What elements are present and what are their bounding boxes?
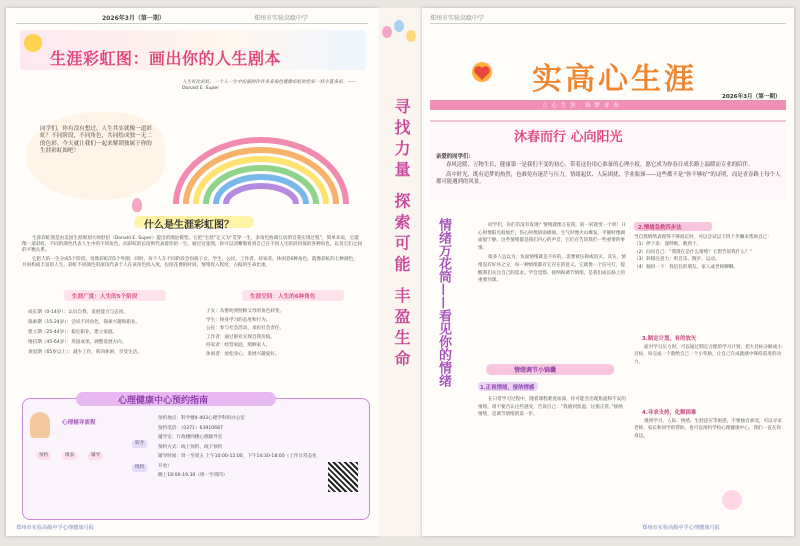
intro-text: 同学们，你有没有想过，人生其实就像一道彩虹？不同阶段，不同角色，共同绘成独一无二的色彩。今天就让我们一起来解锁独属于你的生涯彩虹图吧！ bbox=[40, 126, 152, 155]
greeting-body bbox=[436, 162, 782, 189]
stage-pill-label: 生涯广度：人生的5个阶段 bbox=[72, 294, 138, 300]
spine-column bbox=[378, 8, 422, 536]
stage-list bbox=[28, 308, 178, 358]
role-list bbox=[206, 308, 366, 360]
balloon-icon bbox=[406, 30, 416, 42]
left-school-name: 郑州市实验高级中学 bbox=[254, 15, 309, 22]
career-rainbow-diagram bbox=[156, 134, 366, 206]
right-footer: 郑州市实验高级中学心理健康月报 bbox=[642, 525, 720, 531]
super-quote: 人生好比彩虹，一个人一生中扮演的许许多多角色就像彩虹的色彩一样丰富多彩。——Donald E. Super bbox=[182, 80, 357, 92]
flower-decoration-icon bbox=[722, 490, 742, 510]
balloon-icon bbox=[394, 20, 404, 32]
right-page-title: 实高心生涯 bbox=[532, 62, 697, 97]
emotion-intro-paragraph: 很多人总以为，负面情绪就是不好的，需要被压抑或消灭。其实，情绪没有好坏之分，每一种情绪都有它存在的意义。它就像一个信号灯，提醒我们关注自己的需求。学会觉察、接纳和调节情绪，是我们成长路上的重要功课。 bbox=[478, 255, 626, 284]
col2-item: （3）转移注意力：听音乐、散步、运动。 bbox=[634, 257, 720, 263]
definition-body bbox=[22, 236, 362, 271]
stage-item: 建立期（25-44岁）：稳定职业，建立家庭。 bbox=[28, 330, 118, 335]
booking-info-item: 预约电话：（0371）63910687 bbox=[158, 425, 223, 431]
right-school-name: 郑州市实验高级中学 bbox=[430, 15, 485, 22]
stage-item: 探索期（15-24岁）：尝试不同角色，探索兴趣和职业。 bbox=[28, 320, 141, 325]
qr-code[interactable] bbox=[328, 462, 358, 492]
right-issue-date: 2026年3月（第一期） bbox=[722, 94, 781, 100]
flow-title: 心理辅导流程 bbox=[62, 420, 96, 426]
balloon-icon bbox=[382, 26, 392, 38]
role-item: 子女：从婴幼到照顾父母的角色转变。 bbox=[206, 309, 285, 314]
col2-head2: 3.制定计划，有的放矢 bbox=[642, 336, 697, 342]
role-item: 工作者：通过职业实现自我价值。 bbox=[206, 334, 275, 340]
tips-title: 情绪调节小锦囊 bbox=[514, 367, 557, 374]
spine-slogan: 寻找力量 探索可能 丰盈生命 bbox=[392, 98, 411, 372]
greeting-paragraph: 高中时光，既有追梦的热烈，也难免有迷茫与压力。情绪起伏、人际困扰、学业瓶颈——这些都不是“你不够好”的证明，而是青春路上每个人都可能遇到的风景。 bbox=[436, 171, 781, 186]
tip1-title: 1.正视情绪，接纳情感 bbox=[480, 385, 535, 391]
booking-info-item: 辅导时间：周一至周五 上午10:00-12:00，下午14:30-18:00（工作日常态化开放） bbox=[158, 454, 317, 469]
col2-item: （1）停下来：深呼吸，数到十。 bbox=[634, 242, 702, 248]
right-page bbox=[422, 8, 794, 536]
booking-info-item: 辅导室：行政楼四楼心理辅导室 bbox=[158, 435, 223, 440]
greeting-title: 沐春而行 心向阳光 bbox=[514, 130, 623, 145]
left-issue-date: 2026年3月（第一期） bbox=[102, 15, 165, 22]
left-page bbox=[6, 8, 378, 536]
col2-head3: 4.寻求支持，化解困难 bbox=[642, 410, 697, 416]
definition-paragraph-1: 生涯彩虹图是由美国生涯规划大师舒伯（Donald E. Super）提出的理论模型。它把“生涯”定义为“贯穿一生、多角色协调互动的自我实现过程”，简单来说，它就像一道彩虹，不同的颜色代表人生中的不同角色，而彩虹的长度则代表着你的一生。通过这张图，你可以清晰地看到自己在不同人生阶段扮演的各种角色，以及它们之间的平衡关系。 bbox=[22, 236, 362, 254]
col2-item: （2）问问自己：“我现在是什么情绪？它想告诉我什么？” bbox=[634, 249, 752, 255]
flow-step-counsel: 辅导 bbox=[88, 452, 103, 460]
col2-item: （4）倾诉一下：找信任的朋友、家人或老师聊聊。 bbox=[634, 264, 738, 270]
emotion-side-title: 情绪万花筒——看见你的情绪 bbox=[436, 218, 451, 387]
definition-paragraph-2: 它把人的一生分成5个阶段，说像彩虹的5个外圈；同时，每个人在不同阶段会扮演子女、学生、公民、工作者、持家者、休闲者6种角色。就像彩虹的七种颜色，共同构成丰富的人生。彩虹不同颜色的深浅代表个人在该角色投入度，包括花费的时间、情绪投入程度、占据的生命比重。 bbox=[22, 256, 358, 268]
col2-text2: 面对学习压力时，可以通过制定合理的学习计划，把大目标分解成小目标，每完成一个就给自己一个小奖励，让自己在成就感中保持前进的动力。 bbox=[634, 345, 782, 365]
greeting-paragraph: 春风送暖，万物生长，健康第一是我们不变的初心。带着这份用心准备的心理小报，愿它成为你春日成长路上温暖而专业的陪伴。 bbox=[446, 162, 754, 168]
sun-heart-logo-icon bbox=[462, 56, 502, 86]
role-item: 学生：终身学习的态度和行为。 bbox=[206, 317, 271, 323]
booking-title: 心理健康中心预约指南 bbox=[118, 396, 209, 406]
booking-info-item: 预约地点：科学楼4-403心理学科组办公室 bbox=[158, 416, 245, 421]
flow-step-refer: 转介 bbox=[132, 440, 147, 448]
greeting-salute: 亲爱的同学们： bbox=[436, 154, 474, 160]
section-title: 什么是生涯彩虹图？ bbox=[144, 220, 234, 231]
col2-text3: 遇到学习、人际、情绪、生涯适应等困惑，不要独自承受，可以寻求老师、家长和同学的帮助，也可以预约学校心理健康中心，我们一直在你身边。 bbox=[634, 419, 782, 439]
flow-step-book: 预约 bbox=[36, 452, 51, 460]
role-item: 休闲者：放松身心，发展兴趣爱好。 bbox=[206, 351, 280, 357]
left-page-title: 生涯彩虹图：画出你的人生剧本 bbox=[50, 49, 282, 68]
role-pill-label: 生涯空间：人生的6种角色 bbox=[250, 294, 316, 300]
col2-list bbox=[634, 234, 784, 271]
role-item: 公民：参与社会活动，承担社会责任。 bbox=[206, 326, 285, 332]
flow-step-form: 填表 bbox=[62, 452, 77, 460]
stage-item: 成长期（0-14岁）：认识自我，发展能力与态度。 bbox=[28, 310, 129, 315]
flow-diagram bbox=[36, 434, 162, 484]
flow-step-renew: 续约 bbox=[132, 464, 147, 472]
emotion-intro bbox=[478, 222, 626, 287]
stage-item: 维持期（45-64岁）：巩固成果，调整发展方向。 bbox=[28, 340, 127, 345]
col2-head: 2.情绪急救四步法 bbox=[638, 225, 682, 231]
tulip-icon bbox=[132, 198, 142, 212]
left-header-rule bbox=[16, 23, 368, 24]
sun-decoration-icon bbox=[24, 34, 42, 52]
booking-info bbox=[158, 414, 318, 481]
booking-info-item: 预约方式：线上预约、线下预约 bbox=[158, 444, 223, 450]
left-footer: 郑州市实验高级中学心理健康月报 bbox=[16, 525, 94, 531]
col2-item: 当自我情绪表现得不够稳定时，可以尝试以下四个步骤来帮助自己： bbox=[634, 235, 772, 240]
tip1-text: 在日常学习过程中，随着课程难度加深，你可能会出现焦虑和不安的情绪。请不要否认这些感受，告诉自己：“我感到焦虑，这很正常。”接纳情绪，是调节情绪的第一步。 bbox=[478, 397, 626, 418]
stage-item: 衰退期（65岁以上）：减少工作，转向休闲，享受生活。 bbox=[28, 350, 142, 355]
right-header-rule bbox=[430, 23, 786, 24]
right-band-text: 立 心 生 涯 · 筑 梦 青 春 bbox=[542, 103, 620, 109]
role-item: 持家者：经营家庭，照顾家人。 bbox=[206, 343, 271, 349]
emotion-intro-paragraph: 同学们，你们有没有发现？情绪就像万花筒，转一转就变一个样！开心时像阳光般灿烂，伤心时像阴雨绵绵，生气时像火山爆发，平静时像湖面般宁静。这些情绪都是我们内心的声音，它们在告诉我们一些重要的事情。 bbox=[478, 223, 626, 251]
booking-info-item: 晚上18:00-19:30（周一至周四） bbox=[158, 473, 228, 478]
